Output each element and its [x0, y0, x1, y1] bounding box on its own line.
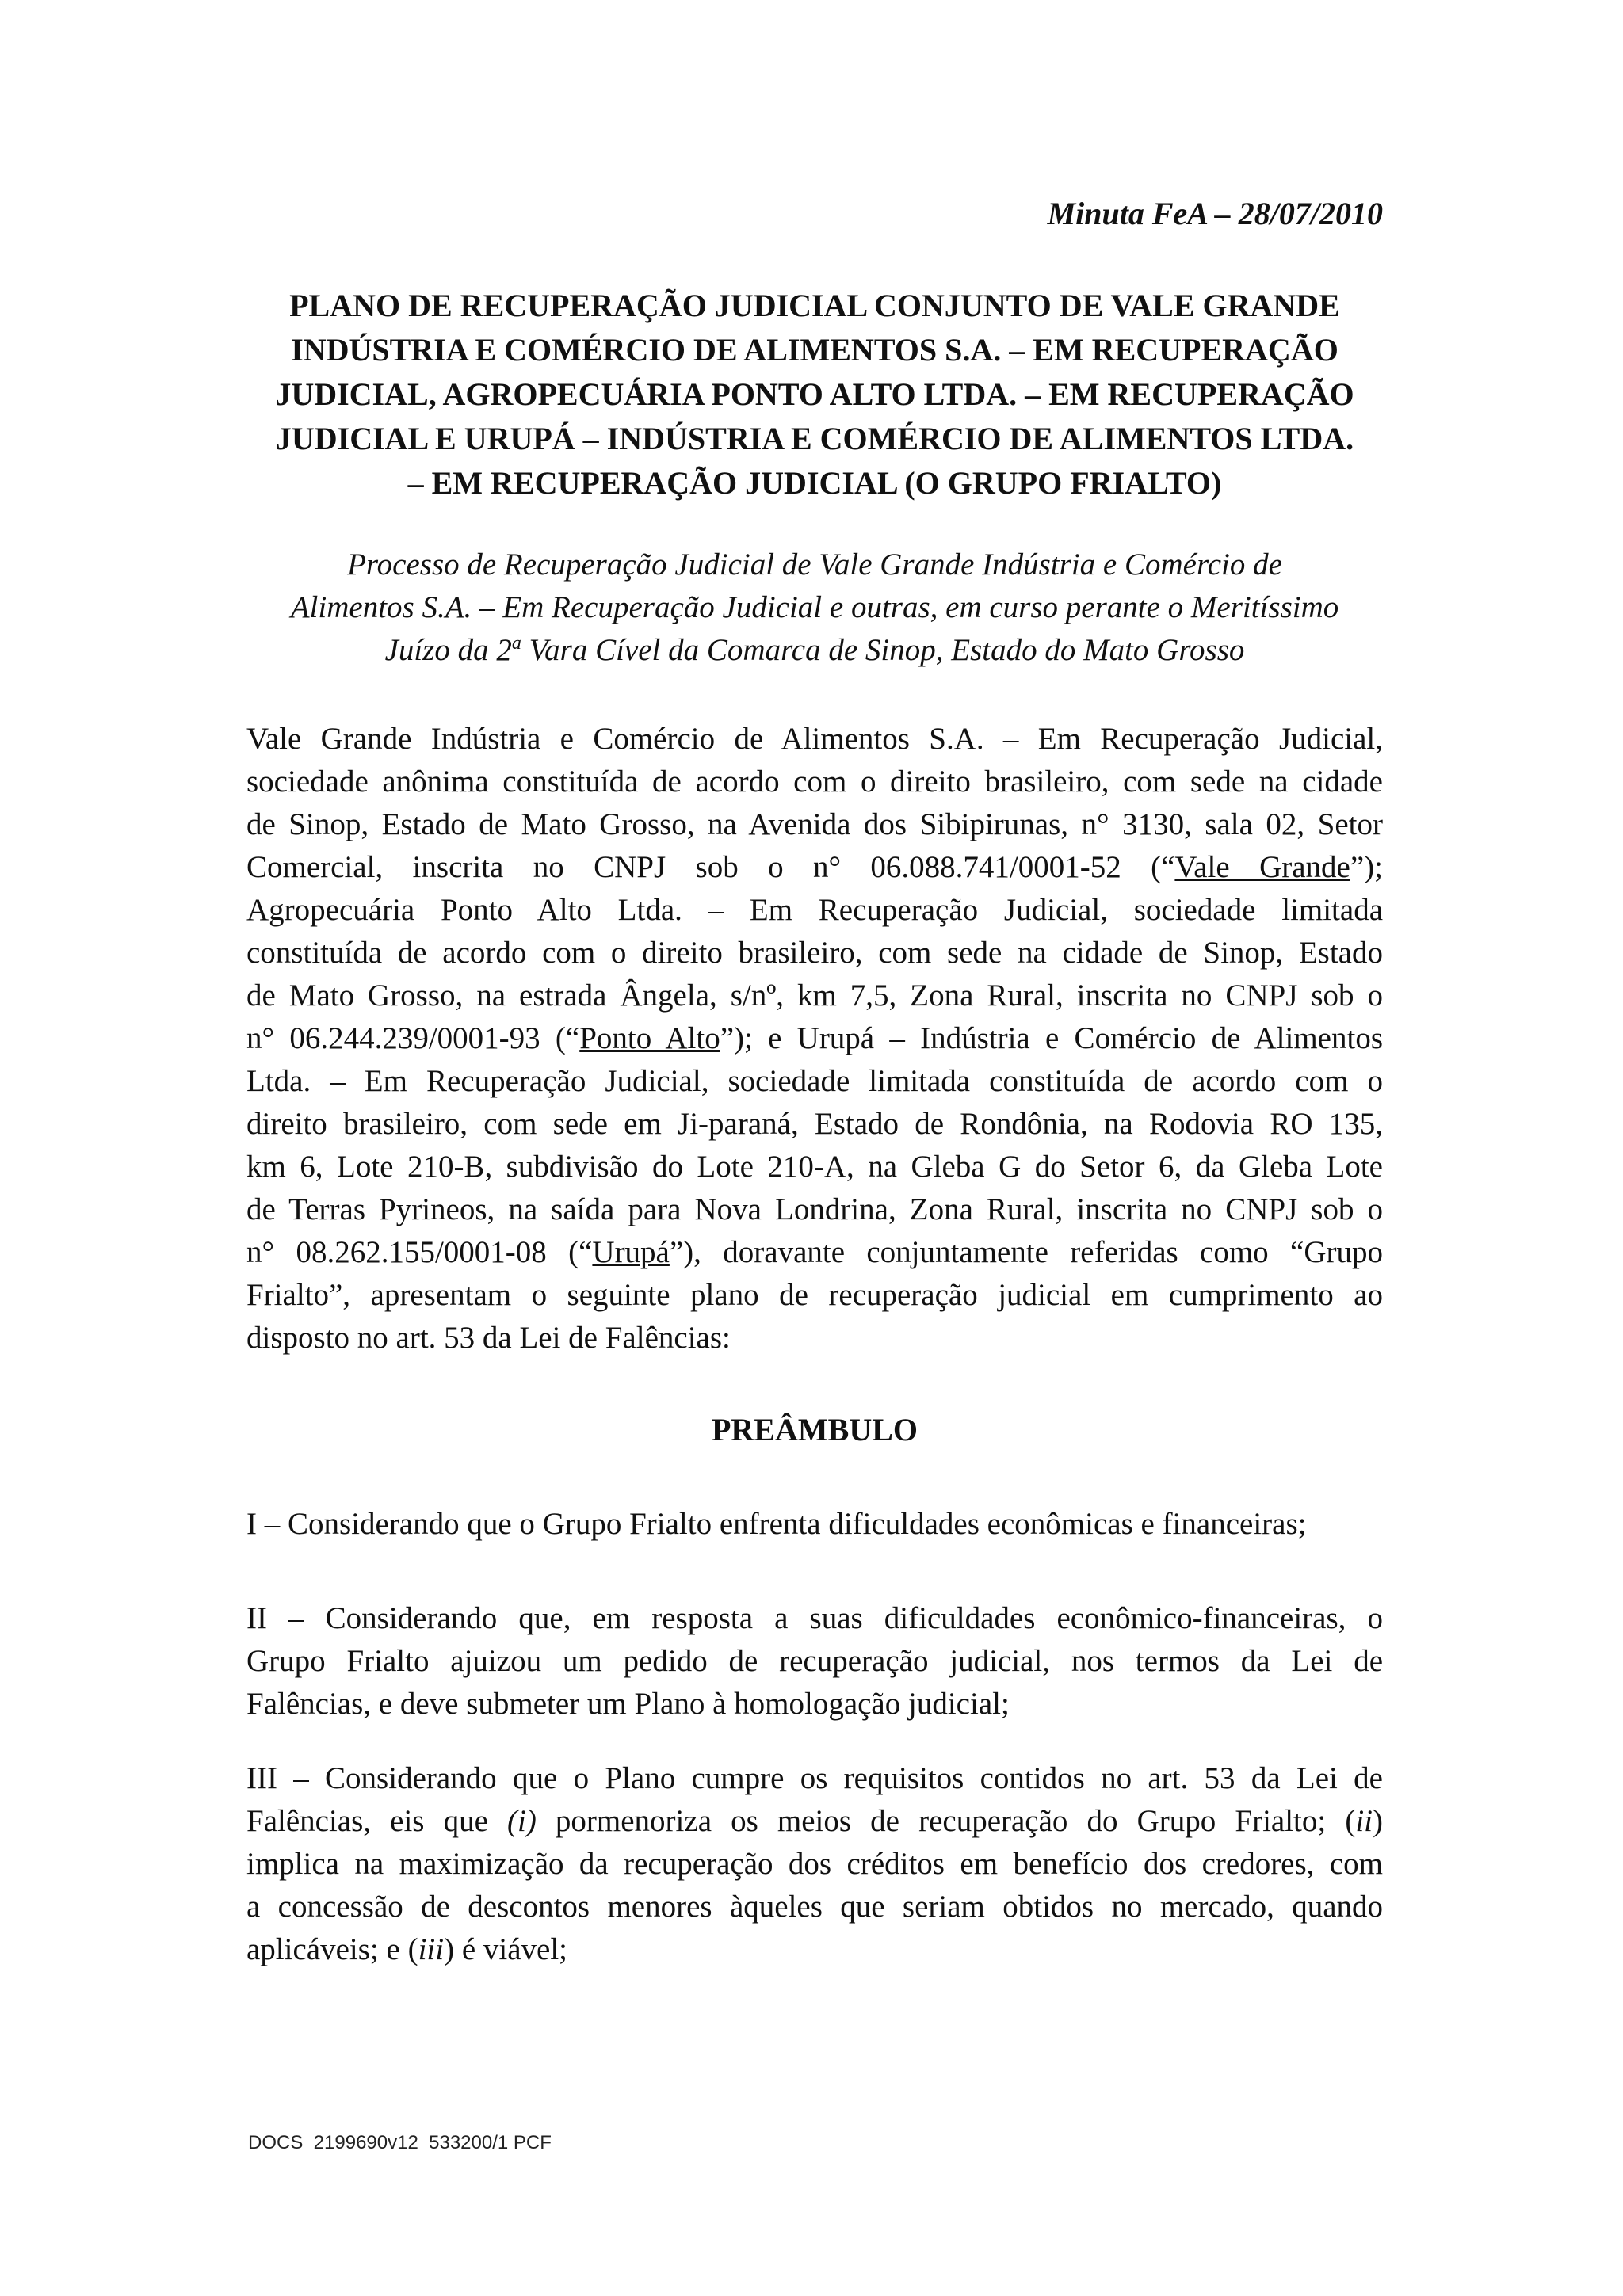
- paragraph-line: Vale Grande Indústria e Comércio de Alimentos S.A. – Em Recuperação Judicial,: [246, 722, 1383, 756]
- title-line: – EM RECUPERAÇÃO JUDICIAL (O GRUPO FRIALTO): [407, 465, 1222, 501]
- recital-item-marker: ii: [1355, 1804, 1373, 1838]
- recital-item-marker: iii: [418, 1932, 445, 1966]
- paragraph-line: Frialto”, apresentam o seguinte plano de recuperação judicial em cumprimento ao: [246, 1278, 1383, 1312]
- paragraph-line: [246, 1231, 1383, 1274]
- title-line: JUDICIAL E URUPÁ – INDÚSTRIA E COMÉRCIO DE ALIMENTOS LTDA.: [275, 421, 1354, 456]
- case-reference-text: Vara Cível da Comarca de Sinop, Estado do Mato Grosso: [521, 633, 1245, 667]
- recital-line: I – Considerando que o Grupo Frialto enfrenta dificuldades econômicas e financeiras;: [246, 1507, 1307, 1541]
- paragraph-line: Ltda. – Em Recuperação Judicial, sociedade limitada constituída de acordo com o: [246, 1064, 1383, 1098]
- recital-iii: [246, 1757, 1383, 1971]
- paragraph-line: de Mato Grosso, na estrada Ângela, s/nº, km 7,5, Zona Rural, inscrita no CNPJ sob o: [246, 978, 1383, 1013]
- paragraph-line: de Sinop, Estado de Mato Grosso, na Avenida dos Sibipirunas, n° 3130, sala 02, Setor: [246, 807, 1383, 841]
- recital-item-marker: (i): [507, 1804, 537, 1838]
- case-reference-text: Juízo da 2: [384, 633, 512, 667]
- paragraph-text: ”);: [1350, 850, 1383, 884]
- recital-line: [246, 1800, 1383, 1843]
- paragraph-line: sociedade anônima constituída de acordo com o direito brasileiro, com sede na cidade: [246, 765, 1383, 799]
- paragraph-text: Comercial, inscrita no CNPJ sob o n° 06.088.741/0001-52 (“: [246, 850, 1175, 884]
- recital-line: II – Considerando que, em resposta a suas dificuldades econômico-financeiras, o: [246, 1601, 1383, 1635]
- case-reference-line: [246, 629, 1383, 672]
- recital-line: implica na maximização da recuperação dos créditos em benefício dos credores, com: [246, 1847, 1383, 1881]
- paragraph-text: ”), doravante conjuntamente referidas como “Grupo: [669, 1235, 1383, 1269]
- recital-text: Falências, eis que: [246, 1804, 507, 1838]
- paragraph-line: direito brasileiro, com sede em Ji-paraná, Estado de Rondônia, na Rodovia RO 135,: [246, 1107, 1383, 1141]
- defined-term-vale-grande: Vale Grande: [1174, 850, 1350, 884]
- title-line: JUDICIAL, AGROPECUÁRIA PONTO ALTO LTDA. – EM RECUPERAÇÃO: [275, 376, 1354, 412]
- paragraph-line: disposto no art. 53 da Lei de Falências:: [246, 1321, 731, 1355]
- parties-paragraph: [246, 718, 1383, 1360]
- title-line: INDÚSTRIA E COMÉRCIO DE ALIMENTOS S.A. – EM RECUPERAÇÃO: [291, 332, 1338, 368]
- recital-ii: [246, 1597, 1383, 1726]
- document-title: [246, 284, 1383, 505]
- recital-text: pormenoriza os meios de recuperação do Grupo Frialto; (: [536, 1804, 1356, 1838]
- preamble-heading: PREÂMBULO: [712, 1412, 918, 1447]
- recital-line: Falências, e deve submeter um Plano à homologação judicial;: [246, 1687, 1010, 1721]
- recital-i: [246, 1503, 1383, 1546]
- recital-line: Grupo Frialto ajuizou um pedido de recuperação judicial, nos termos da Lei de: [246, 1644, 1383, 1678]
- recital-line: [246, 1928, 1383, 1971]
- defined-term-urupa: Urupá: [592, 1235, 670, 1269]
- paragraph-line: km 6, Lote 210-B, subdivisão do Lote 210-A, na Gleba G do Setor 6, da Gleba Lote: [246, 1150, 1383, 1184]
- paragraph-line: de Terras Pyrineos, na saída para Nova Londrina, Zona Rural, inscrita no CNPJ sob o: [246, 1192, 1383, 1226]
- recital-line: a concessão de descontos menores àqueles que seriam obtidos no mercado, quando: [246, 1890, 1383, 1924]
- paragraph-text: n° 08.262.155/0001-08 (“: [246, 1235, 593, 1269]
- ordinal-superscript: a: [511, 633, 521, 654]
- paragraph-text: ”); e Urupá – Indústria e Comércio de Alimentos: [720, 1021, 1384, 1055]
- paragraph-line: [246, 1017, 1383, 1060]
- draft-version-mark: Minuta FeA – 28/07/2010: [1047, 196, 1383, 231]
- paragraph-line: [246, 846, 1383, 889]
- paragraph-text: n° 06.244.239/0001-93 (“: [246, 1021, 580, 1055]
- paragraph-line: Agropecuária Ponto Alto Ltda. – Em Recuperação Judicial, sociedade limitada: [246, 893, 1383, 927]
- defined-term-ponto-alto: Ponto Alto: [579, 1021, 720, 1055]
- case-reference-line: Alimentos S.A. – Em Recuperação Judicial e outras, em curso perante o Meritíssimo: [290, 590, 1339, 624]
- case-reference-line: Processo de Recuperação Judicial de Vale Grande Indústria e Comércio de: [347, 547, 1282, 582]
- paragraph-line: constituída de acordo com o direito brasileiro, com sede na cidade de Sinop, Estado: [246, 936, 1383, 970]
- recital-text: ): [1373, 1804, 1383, 1838]
- recital-text: ) é viável;: [444, 1932, 568, 1966]
- document-reference-footer: DOCS 2199690v12 533200/1 PCF: [248, 2132, 552, 2153]
- title-line: PLANO DE RECUPERAÇÃO JUDICIAL CONJUNTO DE VALE GRANDE: [289, 288, 1340, 323]
- case-reference: [246, 543, 1383, 672]
- recital-line: III – Considerando que o Plano cumpre os requisitos contidos no art. 53 da Lei de: [246, 1761, 1383, 1795]
- recital-text: aplicáveis; e (: [246, 1932, 418, 1966]
